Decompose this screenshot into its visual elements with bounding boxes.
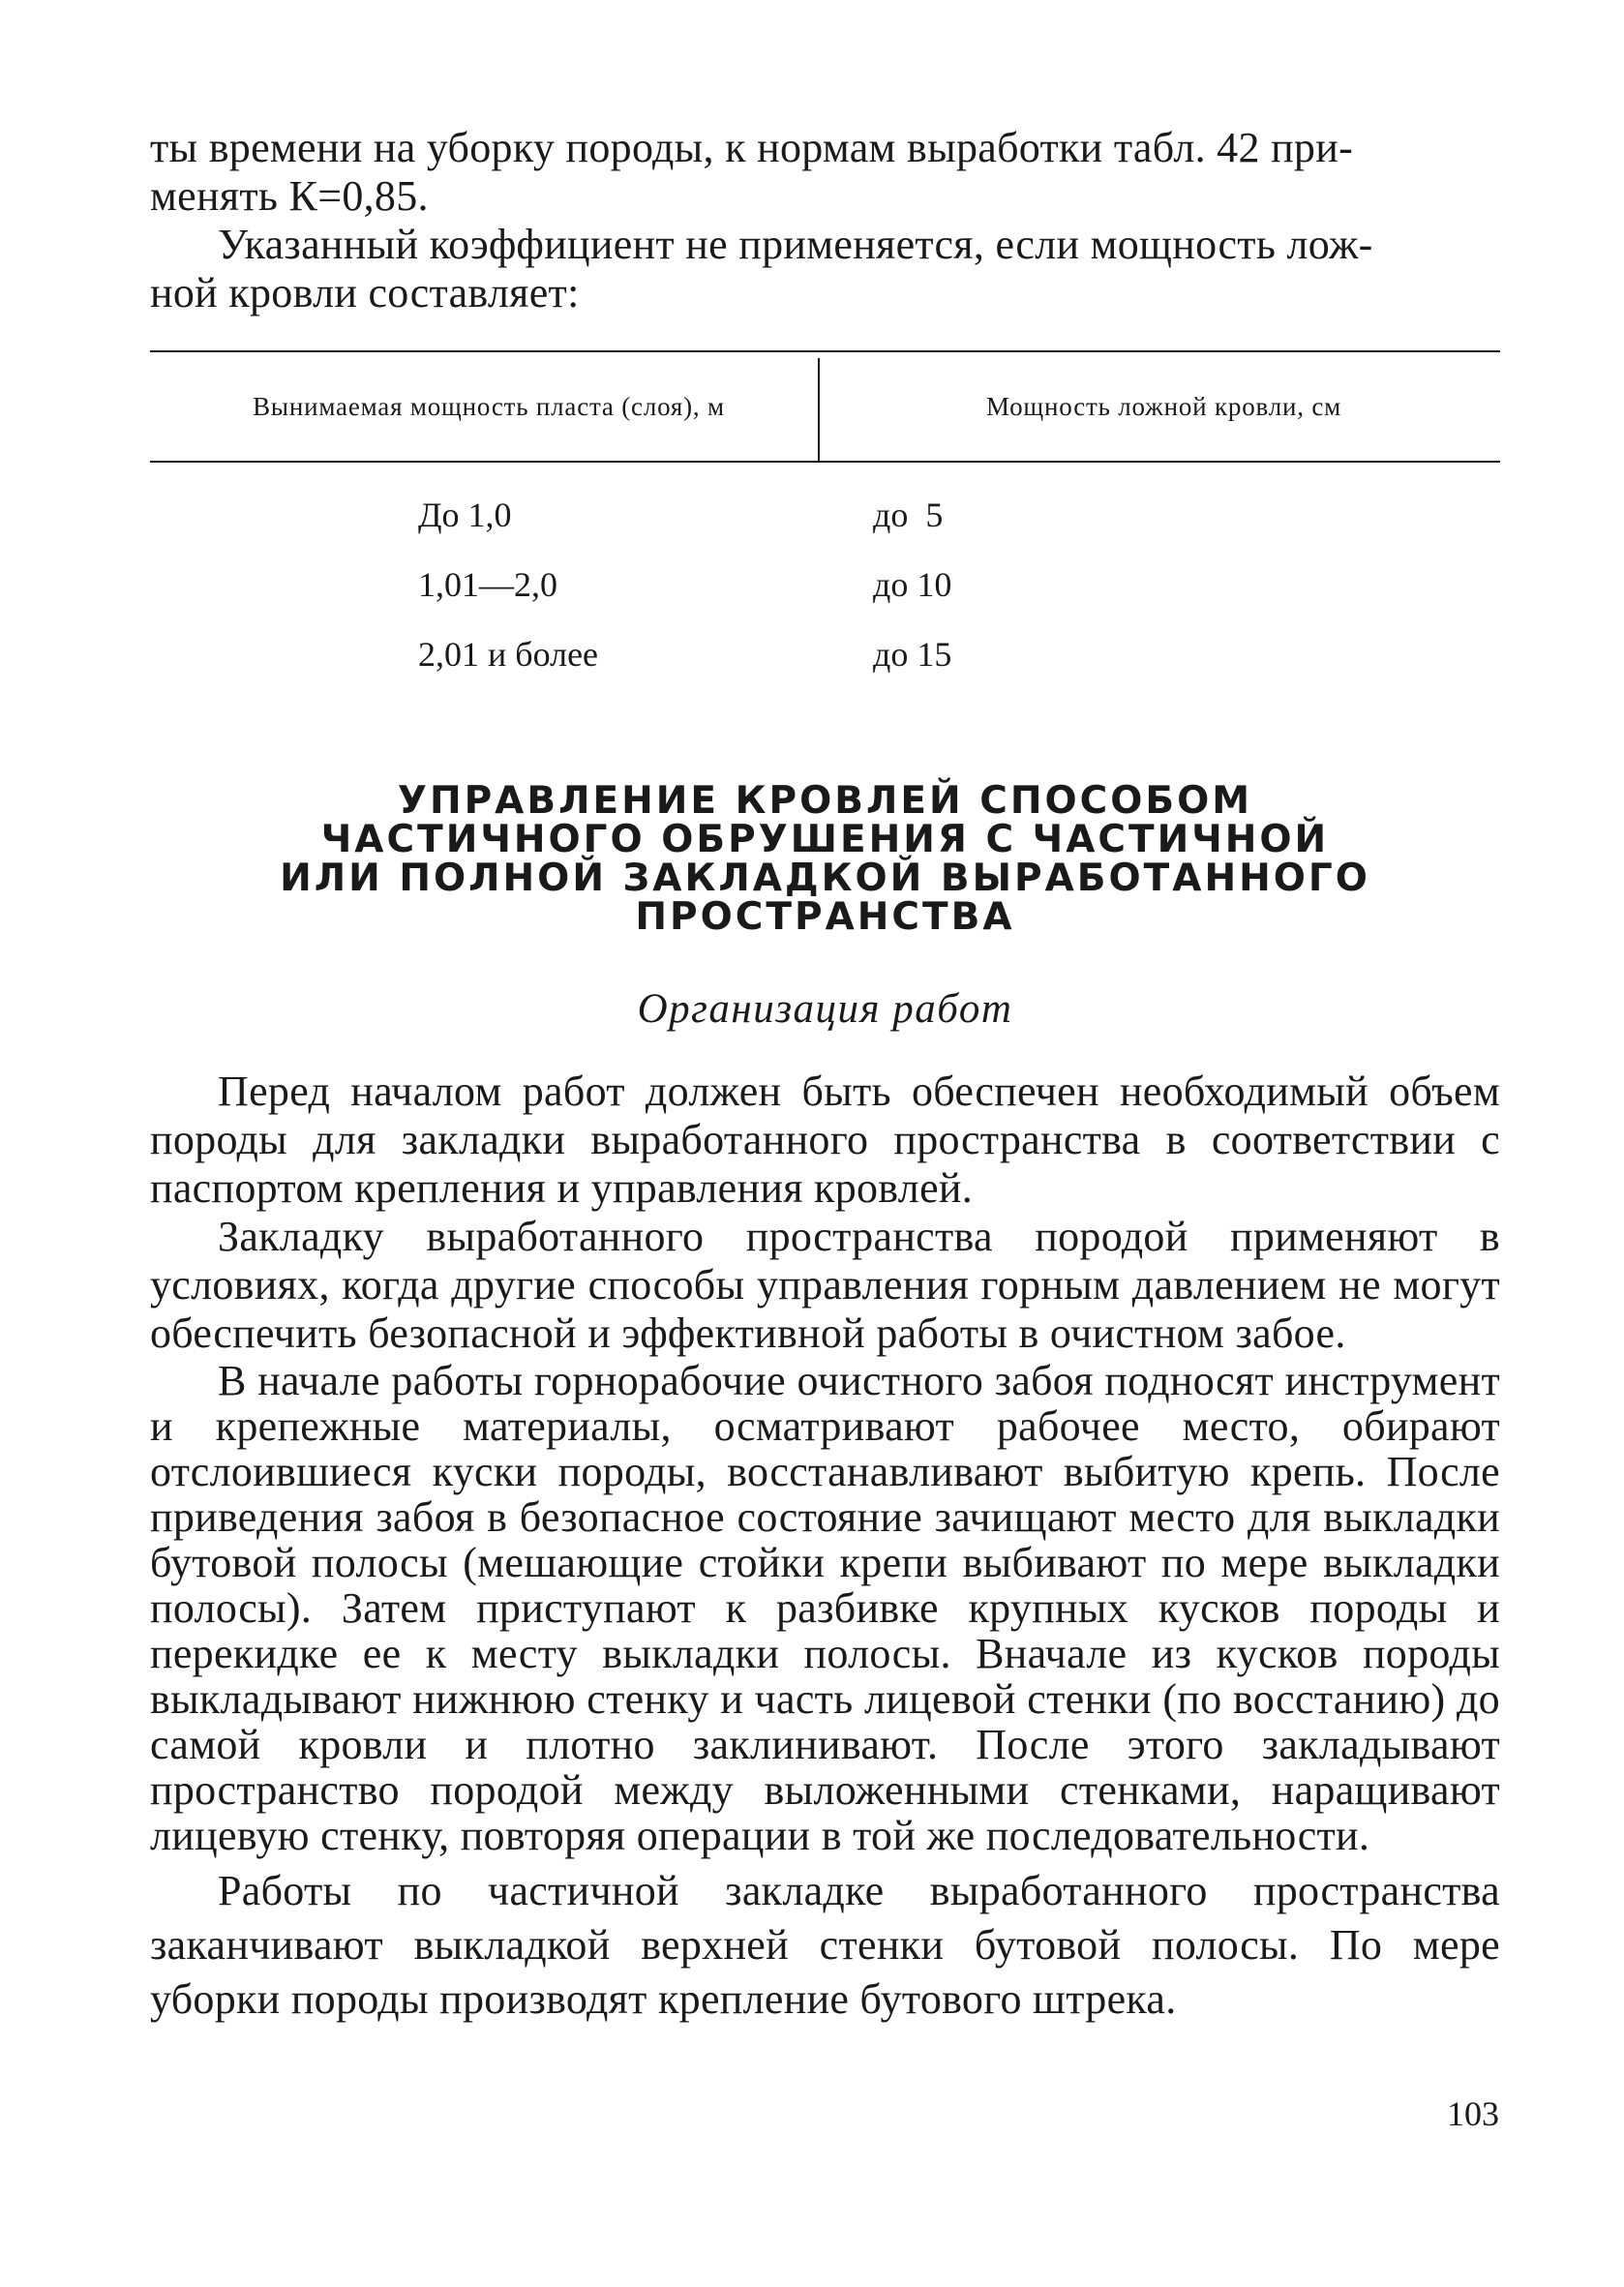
intro-line: Указанный коэффициент не применяется, если мощность лож-: [218, 221, 1373, 268]
intro-line: ты времени на уборку породы, к нормам выработки табл. 42 при-: [150, 124, 1354, 171]
section-subtitle: Организация работ: [637, 986, 1013, 1032]
table-divider: [818, 358, 820, 461]
table-cell: 1,01—2,0: [418, 565, 557, 604]
body-paragraph: В начале работы горнорабочие очистного забоя подносят инструмент и крепежные материалы, осматривают рабочее место, обирают отслоившиеся куски породы, восстанавливают выбитую крепь. После приведения забоя в безопасное состояние зачищают место для выкладки бутовой полосы (мешающие стойки крепи выбивают по мере выкладки полосы). Затем приступают к разбивке крупных кусков породы и перекидке ее к месту выкладки полосы. Вначале из кусков породы выкладывают нижнюю стенку и часть лицевой стенки (по восстанию) до самой кровли и плотно заклинивают. После этого закладывают пространство породой между выложенными стенками, наращивают лицевую стенку, повторяя операции в той же последовательности.: [150, 1357, 1500, 1859]
intro-line: менять К=0,85.: [150, 172, 429, 220]
table-cell: [873, 634, 1500, 675]
table-cell-value: до 15: [873, 635, 952, 674]
table-cell: [873, 495, 1500, 535]
section-title: [150, 779, 1500, 939]
intro-paragraph-2: [150, 221, 1500, 317]
table-header: [150, 352, 1500, 461]
table-row: [150, 550, 1500, 619]
intro-line: ной кровли составляет:: [150, 269, 580, 316]
intro-paragraph-1: [150, 124, 1500, 221]
body-paragraph: Работы по частичной закладке выработанного пространства заканчивают выкладкой верхней стенки бутовой полосы. По мере уборки породы производят крепление бутового штрека.: [150, 1867, 1500, 2023]
section-title-line: ИЛИ ПОЛНОЙ ЗАКЛАДКОЙ ВЫРАБОТАННОГО: [280, 857, 1370, 900]
table-cell: До 1,0: [418, 496, 512, 534]
table-cell-value: до 10: [873, 565, 952, 604]
table-body: [150, 480, 1500, 689]
section-title-line: ПРОСТРАНСТВА: [635, 895, 1015, 939]
table-cell: [873, 564, 1500, 605]
page: [150, 124, 1500, 2027]
section-title-line: УПРАВЛЕНИЕ КРОВЛЕЙ СПОСОБОМ: [397, 779, 1253, 823]
table-cell-value: до 5: [873, 496, 944, 534]
table-cell: 2,01 и более: [418, 635, 599, 674]
body-paragraph: Перед началом работ должен быть обеспечен необходимый объем породы для закладки выработанного пространства в соответствии с паспортом крепления и управления кровлей.: [150, 1068, 1500, 1212]
body-paragraph: Закладку выработанного пространства породой применяют в условиях, когда другие способы управления горным давлением не могут обеспечить безопасной и эффективной работы в очистном забое.: [150, 1213, 1500, 1357]
coefficient-table: [150, 350, 1500, 689]
table-header-cell: Вынимаемая мощность пласта (слоя), м: [253, 391, 725, 421]
section-title-line: ЧАСТИЧНОГО ОБРУШЕНИЯ С ЧАСТИЧНОЙ: [320, 818, 1330, 861]
table-header-rule: [150, 461, 1500, 463]
page-number: 103: [1447, 2094, 1499, 2133]
table-header-cell: Мощность ложной кровли, см: [985, 391, 1341, 421]
table-row: [150, 480, 1500, 550]
table-row: [150, 619, 1500, 689]
